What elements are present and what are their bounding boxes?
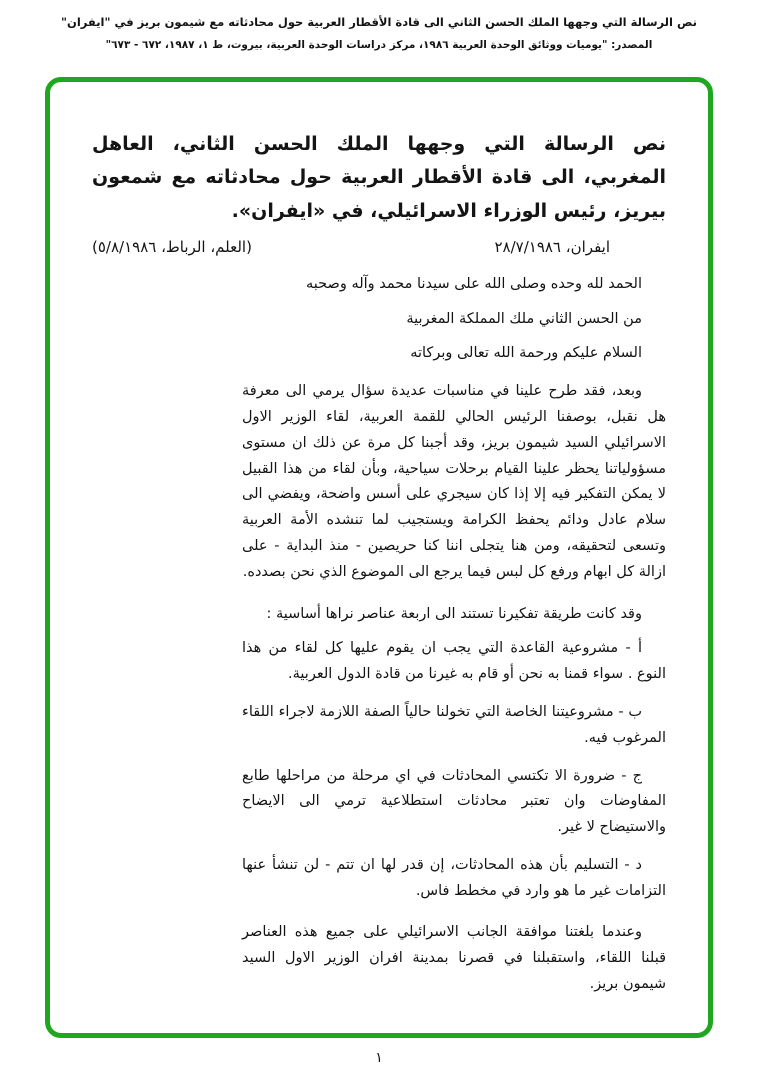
document-title: نص الرسالة التي وجهها الملك الحسن الثاني، العاهل المغربي، الى قادة الأقطار العربية حول محادثاته مع شمعون بيريز، رئيس الوزراء الاسرائيلي، في «ايفران».	[92, 133, 666, 222]
page-header	[20, 14, 738, 54]
dateline-publication: (العلم، الرباط، ٥/٨/١٩٨٦)	[92, 237, 252, 256]
dateline-location-date: ايفران، ٢٨/٧/١٩٨٦	[494, 237, 610, 256]
list-item-j: ج - ضرورة الا تكتسي المحادثات في اي مرحلة من مراحلها طابع المفاوضات وان تعتبر محادثات استطلاعية ترمي الى الايضاح والاستيضاح لا غير.	[242, 767, 666, 836]
header-source-citation: المصدر: "يوميات ووثائق الوحدة العربية ١٩٨٦، مركز دراسات الوحدة العربية، بيروت، ط ١، ١٩٨٧، ٦٧٢ - ٦٧٣"	[105, 39, 653, 52]
paragraph: وقد كانت طريقة تفكيرنا تستند الى اربعة عناصر نراها أساسية :	[266, 605, 642, 622]
paragraph: وعندما بلغتنا موافقة الجانب الاسرائيلي على جميع هذه العناصر قبلنا اللقاء، واستقبلنا في قصرنا بمدينة افران الوزير الاول السيد شيمون بريز.	[242, 924, 666, 993]
list-item-d: د - التسليم بأن هذه المحادثات، إن قدر لها ان تتم - لن تنشأ عنها التزامات غير ما هو وارد في مخطط فاس.	[242, 856, 666, 899]
paragraph: وبعد، فقد طرح علينا في مناسبات عديدة سؤال يرمي الى معرفة هل نقبل، بوصفنا الرئيس الحالي للقمة العربية، لقاء الوزير الاول الاسرائيلي السيد شيمون بريز، وقد أجبنا كل مرة عن ذلك ان مستوى مسؤولياتنا يحظر علينا القيام برحلات سياحية، وبأن لقاء من هذا القبيل لا يمكن التفكير فيه إلا إذا كان سيجري على أسس واضحة، ويفضي الى سلام عادل ودائم يحفظ الكرامة ويستجيب لما تنشده الأمة العربية وتسعى لتحقيقه، ومن هنا يتجلى اننا كنا حريصين - منذ البداية - على ازالة كل ابهام ورفع كل لبس فيما يرجع الى الموضوع الذي نحن بصدده.	[242, 383, 666, 580]
header-source-title: نص الرسالة التي وجهها الملك الحسن الثاني الى قادة الأقطار العربية حول محادثاته مع شيمون بريز في "ايفران"	[61, 15, 697, 29]
dateline	[92, 238, 666, 256]
paragraph: الحمد لله وحده وصلى الله على سيدنا محمد وآله وصحبه	[306, 275, 642, 292]
paragraph: السلام عليكم ورحمة الله تعالى وبركاته	[410, 345, 642, 362]
page-number: ١	[375, 1050, 383, 1066]
paragraph: من الحسن الثاني ملك المملكة المغربية	[406, 310, 642, 327]
list-item-a: أ - مشروعية القاعدة التي يجب ان يقوم عليها كل لقاء من هذا النوع . سواء قمنا به نحن أو قام به غيرنا من قادة الدول العربية.	[242, 640, 666, 683]
letter-body	[242, 272, 666, 998]
document-frame	[45, 77, 713, 1038]
list-item-b: ب - مشروعيتنا الخاصة التي تخولنا حالياً الصفة اللازمة لاجراء اللقاء المرغوب فيه.	[242, 703, 666, 746]
